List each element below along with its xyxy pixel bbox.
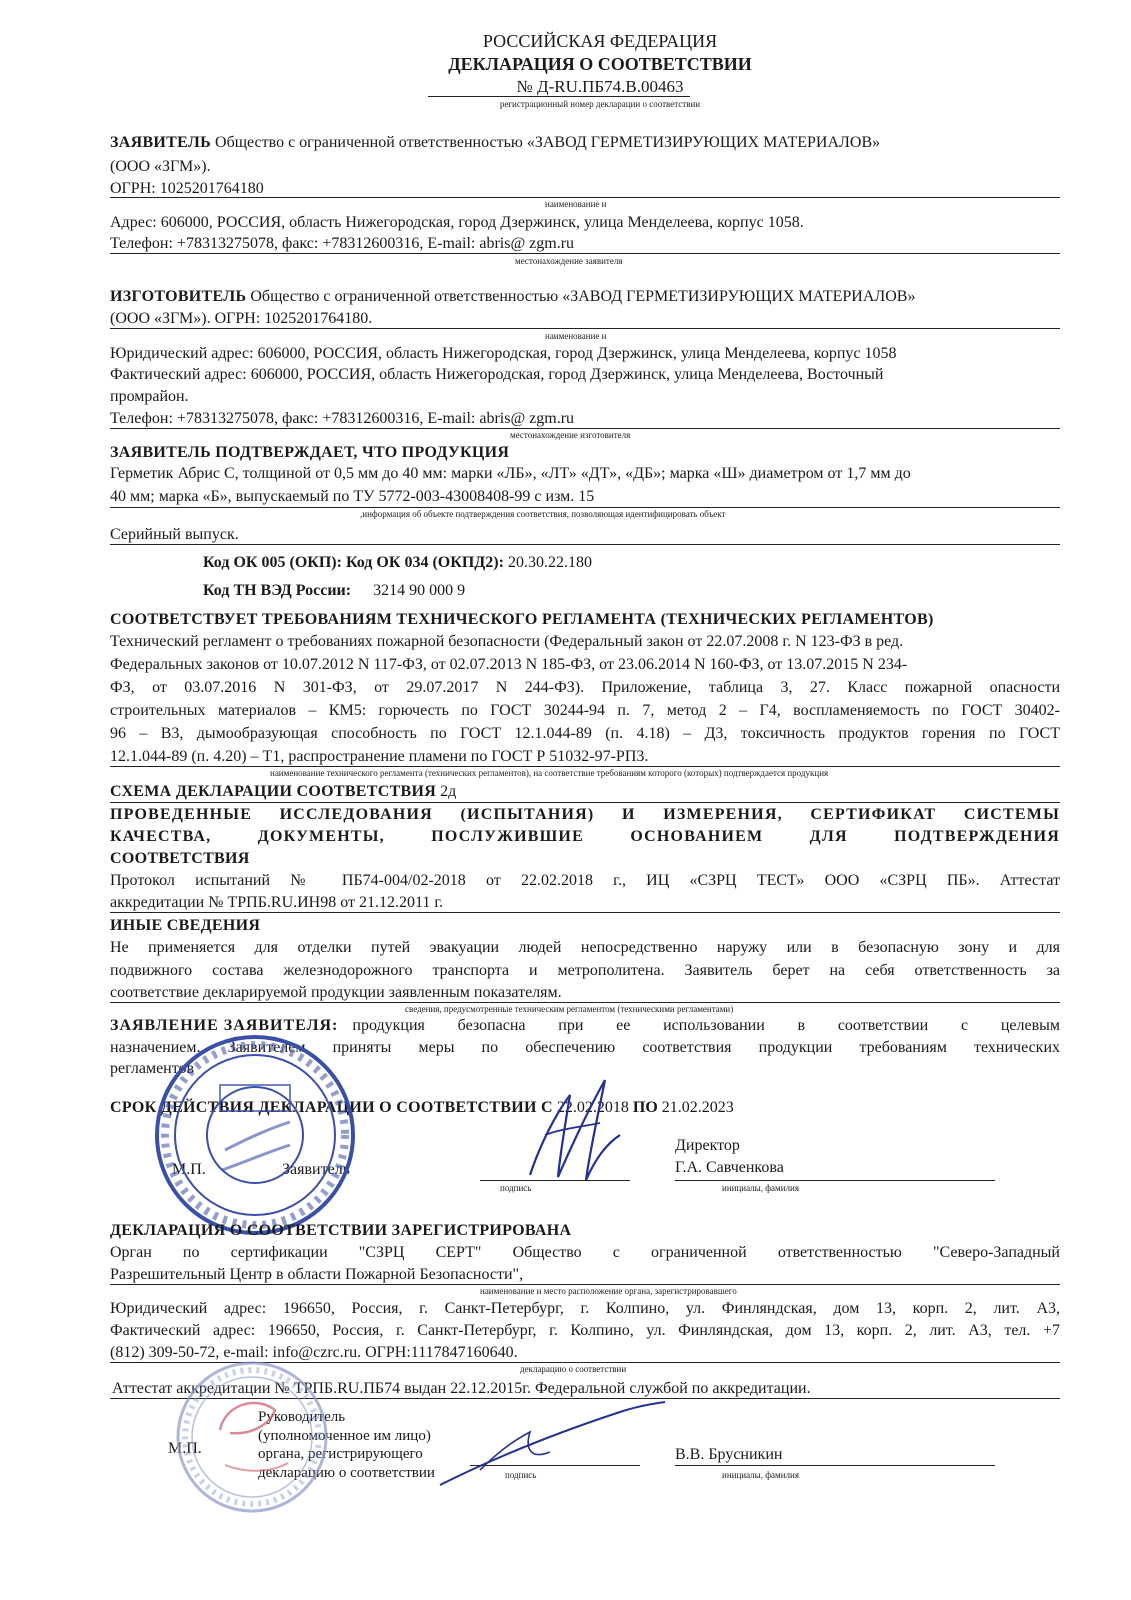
serial-line <box>110 544 1060 545</box>
applicant-name-caption-2: инициалы, фамилия <box>722 1183 799 1193</box>
applicant-location-caption: местонахождение заявителя <box>515 256 623 266</box>
regulation-line-3: ФЗ, от 03.07.2016 N 301-ФЗ, от 29.07.2017 N 244-ФЗ). Приложение, таблица 3, 27. Класс пожарной опасности <box>110 679 1060 696</box>
applicant-position: Директор <box>675 1137 740 1154</box>
other-info-line-3: соответствие декларируемой продукции заявленным показателям. <box>110 984 562 1001</box>
code-tn-value: 3214 90 000 9 <box>373 582 466 599</box>
registration-line-2: Разрешительный Центр в области Пожарной Безопасности", <box>110 1266 524 1283</box>
validity-to-label: ПО <box>632 1099 658 1116</box>
manufacturer-legal-address: Юридический адрес: 606000, РОССИЯ, область Нижегородская, город Дзержинск, улица Менделеева, корпус 1058 <box>110 345 897 362</box>
research-line <box>110 912 1060 913</box>
applicant-signature-drawing <box>500 1065 640 1190</box>
product-info-line <box>110 507 1060 508</box>
applicant-mp: М.П. <box>172 1161 206 1178</box>
regulation-caption: наименование технического регламента (технических регламентов), на соответствие требованиям которого (которых) подтверждается продукция <box>270 768 829 778</box>
regulation-line-4: строительных материалов – КМ5: горючесть по ГОСТ 30244-94 п. 7, метод 2 – Г4, воспламеняемость по ГОСТ 30402- <box>110 702 1060 719</box>
manufacturer-name-line <box>110 328 1060 329</box>
registration-legal-address: Юридический адрес: 196650, Россия, г. Санкт-Петербург, г. Колпино, ул. Финляндская, дом 13, корп. 2, лит. А3, <box>110 1300 1060 1317</box>
scheme-label: СХЕМА ДЕКЛАРАЦИИ СООТВЕТСТВИЯ <box>110 783 437 800</box>
code-ok-value: 20.30.22.180 <box>507 554 592 571</box>
country-heading: РОССИЙСКАЯ ФЕДЕРАЦИЯ <box>482 31 718 51</box>
research-label-2: КАЧЕСТВА, ДОКУМЕНТЫ, ПОСЛУЖИВШИЕ ОСНОВАНИЕМ ДЛЯ ПОДТВЕРЖДЕНИЯ <box>110 828 1060 845</box>
statement-line-2: назначением. Заявителем приняты меры по обеспечению соответствия продукции требованиям технических <box>110 1039 1060 1056</box>
regulation-line-5: 96 – В3, дымообразующая способность по ГОСТ 12.1.044-89 (п. 4.18) – Д3, токсичность продуктов горения по ГОСТ <box>110 725 1060 742</box>
manufacturer-actual-address-2: промрайон. <box>110 388 189 405</box>
body-sign-caption: подпись <box>505 1470 537 1480</box>
registration-actual-address: Фактический адрес: 196650, Россия, г. Санкт-Петербург, г. Колпино, ул. Финляндская, дом 13, корп. 2, лит. А3, тел. +7 <box>110 1322 1060 1339</box>
statement-line-1: продукция безопасна при ее использовании в соответствии с целевым <box>352 1017 1060 1034</box>
applicant-name-line <box>110 197 1060 198</box>
manufacturer-label: ИЗГОТОВИТЕЛЬ <box>110 288 247 305</box>
other-info-label: ИНЫЕ СВЕДЕНИЯ <box>110 917 261 934</box>
scheme-line <box>110 802 1060 803</box>
registration-line-1: Орган по сертификации "СЗРЦ СЕРТ" Общество с ограниченной ответственностью "Северо-Западный <box>110 1244 1060 1261</box>
statement-label: ЗАЯВЛЕНИЕ ЗАЯВИТЕЛЯ: <box>110 1017 339 1034</box>
manufacturer-short-name: (ООО «ЗГМ»). ОГРН: 1025201764180. <box>110 310 373 327</box>
regulation-line-6: 12.1.044-89 (п. 4.20) – Т1, распространение пламени по ГОСТ Р 51032-97-РП3. <box>110 748 649 765</box>
applicant-sign-caption: подпись <box>500 1183 532 1193</box>
serial-production: Серийный выпуск. <box>110 526 239 543</box>
regulation-label: СООТВЕТСТВУЕТ ТРЕБОВАНИЯМ ТЕХНИЧЕСКОГО РЕГЛАМЕНТА (ТЕХНИЧЕСКИХ РЕГЛАМЕНТОВ) <box>110 611 934 628</box>
product-code-tn <box>203 580 465 602</box>
applicant-name: Общество с ограниченной ответственностью «ЗАВОД ГЕРМЕТИЗИРУЮЩИХ МАТЕРИАЛОВ» <box>215 134 881 151</box>
body-name-line <box>675 1465 995 1466</box>
code-ok-label: Код ОК 005 (ОКП): Код ОК 034 (ОКПД2): <box>203 554 504 571</box>
manufacturer-name: Общество с ограниченной ответственностью «ЗАВОД ГЕРМЕТИЗИРУЮЩИХ МАТЕРИАЛОВ» <box>250 288 916 305</box>
product-info-caption: ,информация об объекте подтверждения соответствия, позволяющая идентифицировать объект <box>360 509 726 519</box>
manufacturer-name-caption: наименование и <box>545 331 607 341</box>
applicant-address: Адрес: 606000, РОССИЯ, область Нижегородская, город Дзержинск, улица Менделеева, корпус 1058. <box>110 214 804 231</box>
manufacturer-block <box>110 286 1070 308</box>
research-label-3: СООТВЕТСТВИЯ <box>110 850 250 867</box>
applicant-block <box>110 132 1070 154</box>
regulation-line <box>110 766 1060 767</box>
research-line-2: аккредитации № ТРПБ.RU.ИН98 от 21.12.2011 г. <box>110 894 444 911</box>
registration-label: ДЕКЛАРАЦИЯ О СООТВЕТСТВИИ ЗАРЕГИСТРИРОВАНА <box>110 1222 572 1239</box>
body-role-2: (уполномоченное им лицо) <box>258 1428 431 1444</box>
applicant-round-stamp <box>150 1030 360 1240</box>
applicant-short-name: (ООО «ЗГМ»). <box>110 158 211 175</box>
applicant-signer-name: Г.А. Савченкова <box>675 1159 784 1176</box>
number-underline <box>428 96 690 97</box>
statement-line-3: регламентов <box>110 1060 195 1077</box>
registration-decl-caption: декларацию о соответствии <box>520 1364 627 1374</box>
product-line-1: Герметик Абрис С, толщиной от 0,5 мм до 40 мм: марки «ЛБ», «ЛТ» «ДТ», «ДБ»; марка «Ш» диаметром от 1,7 мм до <box>110 465 911 482</box>
declaration-number: № Д-RU.ПБ74.В.00463 <box>516 77 684 96</box>
applicant-ogrn: ОГРН: 1025201764180 <box>110 180 264 197</box>
applicant-label: ЗАЯВИТЕЛЬ <box>110 134 212 151</box>
applicant-role: Заявитель <box>282 1161 350 1178</box>
manufacturer-phone: Телефон: +78313275078, факс: +78312600316, E-mail: abris@ zgm.ru <box>110 410 575 427</box>
regulation-line-1: Технический регламент о требованиях пожарной безопасности (Федеральный закон от 22.07.2008 г. N 123-ФЗ в ред. <box>110 633 904 650</box>
product-label: ЗАЯВИТЕЛЬ ПОДТВЕРЖДАЕТ, ЧТО ПРОДУКЦИЯ <box>110 444 510 461</box>
manufacturer-location-line <box>110 428 1060 429</box>
manufacturer-actual-address: Фактический адрес: 606000, РОССИЯ, область Нижегородская, город Дзержинск, улица Менделеева, Восточный <box>110 366 884 383</box>
product-code-ok <box>203 552 592 574</box>
manufacturer-location-caption: местонахождение изготовителя <box>510 430 631 440</box>
body-mp: М.П. <box>168 1440 202 1457</box>
applicant-location-line <box>110 253 1060 254</box>
validity-to: 21.02.2023 <box>661 1099 734 1116</box>
applicant-name-sign-line <box>675 1180 995 1181</box>
registration-name-line <box>110 1284 1060 1285</box>
applicant-phone: Телефон: +78313275078, факс: +78312600316, E-mail: abris@ zgm.ru <box>110 235 575 252</box>
other-info-line <box>110 1002 1060 1003</box>
body-signer-name: В.В. Брусникин <box>675 1446 783 1463</box>
other-info-caption: сведения, предусмотренные техническим регламентом (техническими регламентами) <box>405 1004 734 1014</box>
other-info-line-1: Не применяется для отделки путей эвакуации людей непосредственно наружу или в безопасную зону и для <box>110 939 1060 956</box>
scheme-row <box>110 781 456 803</box>
registration-accreditation: Аттестат аккредитации № ТРПБ.RU.ПБ74 выдан 22.12.2015г. Федеральной службой по аккредитации. <box>112 1380 811 1397</box>
research-label-1: ПРОВЕДЕННЫЕ ИССЛЕДОВАНИЯ (ИСПЫТАНИЯ) И ИЗМЕРЕНИЯ, СЕРТИФИКАТ СИСТЕМЫ <box>110 806 1060 823</box>
validity-label: СРОК ДЕЙСТВИЯ ДЕКЛАРАЦИИ О СООТВЕТСТВИИ С <box>110 1099 553 1116</box>
body-role-4: декларацию о соответствии <box>258 1465 435 1481</box>
applicant-name-caption: наименование и <box>545 199 607 209</box>
research-line-1: Протокол испытаний № ПБ74-004/02-2018 от 22.02.2018 г., ИЦ «СЗРЦ ТЕСТ» ООО «СЗРЦ ПБ». Аттестат <box>110 872 1060 889</box>
product-line-2: 40 мм; марка «Б», выпускаемый по ТУ 5772-003-43008408-99 с изм. 15 <box>110 488 595 505</box>
scheme-value: 2д <box>440 783 457 800</box>
body-signature-drawing <box>420 1390 680 1500</box>
registration-name-caption: наименование и место расположение органа, зарегистрировавшего <box>480 1286 737 1296</box>
regulation-line-2: Федеральных законов от 10.07.2012 N 117-ФЗ, от 02.07.2013 N 185-ФЗ, от 23.06.2014 N 160-ФЗ, от 13.07.2015 N 234- <box>110 656 908 673</box>
body-round-stamp <box>170 1355 335 1520</box>
validity-from: 22.02.2018 <box>556 1099 629 1116</box>
body-role-1: Руководитель <box>258 1409 346 1425</box>
registration-contacts: (812) 309-50-72, e-mail: info@czrc.ru. ОГРН:1117847160640. <box>110 1344 518 1361</box>
code-tn-label: Код ТН ВЭД России: <box>203 582 352 599</box>
document-title: ДЕКЛАРАЦИЯ О СООТВЕТСТВИИ <box>448 54 752 74</box>
number-caption: регистрационный номер декларации о соответствии <box>499 99 701 109</box>
other-info-line-2: подвижного состава железнодорожного транспорта и метрополитена. Заявитель берет на себя ответственность за <box>110 962 1060 979</box>
body-name-caption: инициалы, фамилия <box>722 1470 799 1480</box>
body-role-3: органа, регистрирующего <box>258 1446 423 1462</box>
